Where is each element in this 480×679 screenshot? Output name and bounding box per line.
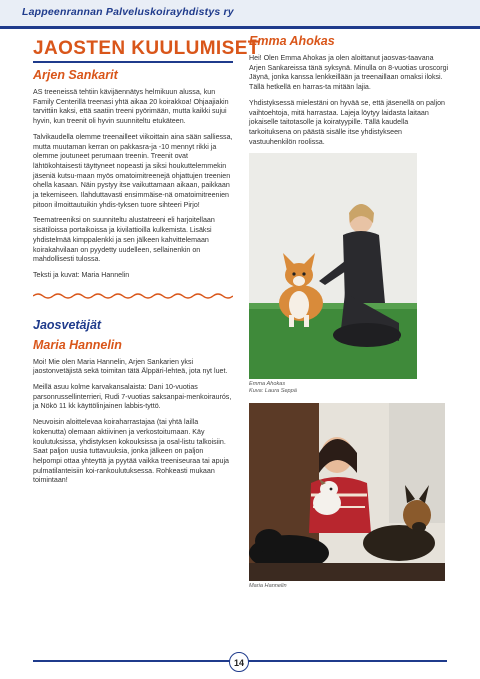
- photo-maria-hannelin: [249, 403, 445, 581]
- title-underline: [33, 61, 233, 63]
- paragraph: Hei! Olen Emma Ahokas ja olen aloittanut jaosvas-taavana Arjen Sankareissa tänä syksynä. Minulla on 8-vuotias uroscorgi Jäynä, jonka kanssa lenkkeillään ja treenaillaan omaksi iloksi. Tällä hetkellä en harras-ta mitään lajia.: [249, 54, 449, 92]
- paragraph: Yhdistyksessä mielestäni on hyvää se, että jäsenellä on paljon vaihtoehtoja, mitä harrastaa. Lajeja löytyy laidasta laitaan jokaiselle taitotasolle ja koiratyypille. Tällä kaudella tarkoituksena on päästä sisälle itse yhdistykseen vastuuhenkilön roolissa.: [249, 98, 445, 146]
- header-org-name: Lappeenrannan Palveluskoirayhdistys ry: [22, 6, 234, 18]
- photo-caption-name: Maria Hannelin: [249, 583, 287, 590]
- paragraph: Neuvoisin aloittelevaa koiraharrastajaa (tai yhtä lailla kokenutta) olemaan aktiivinen ja verkostoitumaan. Käy koulutuksissa, yhdistyksen kokouksissa ja osal-listu talkoisiin. Saat paljon uusia tuttavuuksia, jonka jälkeen on paljon helpompi ottaa yhteyttä ja pyytää vaikka treeniseuraa tai apuja pulmatilanteisiin koi-rankoulutuksessa. Rohkeasti mukaan toimintaan!: [33, 418, 229, 485]
- article-heading-maria-hannelin: Maria Hannelin: [33, 337, 122, 352]
- article-heading-emma-ahokas: Emma Ahokas: [249, 34, 335, 48]
- paragraph: AS treeneissä tehtiin kävijäennätys helmikuun alussa, kun Family Centerillä treenasi yhtä aikaa 20 koirakkoa! Ohjaajiakin tarvittiin kaksi, että saatiin treeni pyörimään, mutta kaikki sujui hyvin, kun treenit oli hyvin suunniteltu etukäteen.: [33, 88, 229, 126]
- paragraph: Moi! Mie olen Maria Hannelin, Arjen Sankarien yksi jaostonvetäjistä sekä toimitan tätä Älppäri-lehteä, jota nyt luet.: [33, 357, 228, 376]
- header-bar: [0, 0, 480, 29]
- page-number: 14: [229, 652, 249, 672]
- paragraph: Teematreeniksi on suunniteltu alustatreeni eli harjoitellaan sisätiloissa portaikoissa ja kivilattioilla kulkemista. Lisäksi yhdistelmää kimppalenkki ja sen jälkeen kahvittelemaan koirakahvilaan on pyydetty uudelleen, sellainenkin on mahdollisesti tulossa.: [33, 216, 215, 264]
- section-heading-jaosvetajat: Jaosvetäjät: [33, 317, 102, 332]
- article-heading-arjen-sankarit: Arjen Sankarit: [33, 68, 118, 82]
- photo-caption-credit: Kuva: Laura Seppä: [249, 388, 297, 395]
- left-column: [33, 34, 260, 492]
- section-title: JAOSTEN KUULUMISET: [33, 38, 260, 59]
- credit-line: Teksti ja kuvat: Maria Hannelin: [33, 270, 130, 279]
- paragraph: Meillä asuu kolme karvakansalaista: Dani 10-vuotias parsonrussellinterrieri, Rudi 7-vuotias saksanpai-menkoiraurós, ja Nökö 11 kk käyttölinjainen labbis-tyttö.: [33, 383, 232, 411]
- right-column: [249, 34, 449, 590]
- photo-caption-name: Emma Ahokas: [249, 381, 286, 388]
- photo-emma-ahokas: [249, 153, 417, 379]
- wavy-divider: [33, 291, 233, 301]
- paragraph: Talvikaudella olemme treenailleet viikoittain aina sään salliessa, mutta muutaman kerran on pakkasra-ja -10 mennyt rikki ja olemme joutuneet perumaan treenin. Treenit ovat lähtökohtaisesti täyttyneet nopeasti ja siksi houkuttelemmekin jäseniä kutsu-maan myös omatoimitreenejä ohjattujen treenien ohella kasaan. Näin pystyy itse vaikuttamaan aikaan, paikkaan ja tekemiseen. Ilahduttavasti ensimmäise-nä omatoimitreenien pitoon ilmoittautuikin yhdis-tyksen tuore sihteeri Pirjo!: [33, 132, 233, 209]
